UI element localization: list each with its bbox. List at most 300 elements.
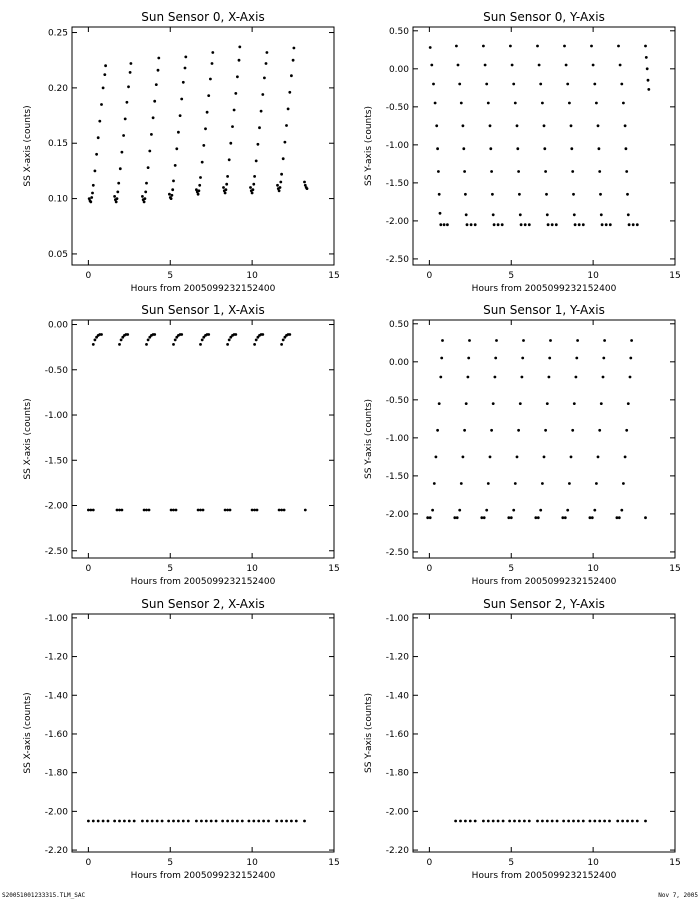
data-point [644, 516, 647, 519]
data-point [603, 820, 606, 823]
data-point [439, 223, 442, 226]
data-point [89, 201, 92, 204]
y-axis-label: SS X-axis (counts) [23, 398, 33, 480]
data-point [249, 186, 252, 189]
data-point [647, 88, 650, 91]
data-point [495, 339, 498, 342]
data-point [563, 45, 566, 48]
y-tick-label: -1.60 [44, 729, 68, 740]
data-point [248, 820, 251, 823]
data-point [94, 170, 97, 173]
x-tick-label: 0 [85, 564, 92, 574]
data-point [466, 223, 469, 226]
data-point [155, 83, 158, 86]
data-point [577, 820, 580, 823]
data-point [485, 509, 488, 512]
data-point [304, 509, 307, 512]
data-point [598, 820, 601, 823]
data-point [544, 429, 547, 432]
data-point [570, 147, 573, 150]
data-point [197, 193, 200, 196]
data-point [207, 333, 210, 336]
data-point [226, 509, 229, 512]
data-point [121, 509, 124, 512]
data-point [116, 509, 119, 512]
data-point [436, 429, 439, 432]
y-tick-label: -2.00 [385, 216, 409, 227]
data-point [179, 114, 182, 117]
data-point [251, 509, 254, 512]
data-point [141, 195, 144, 198]
data-point [528, 820, 531, 823]
data-point [293, 47, 296, 50]
data-point [628, 223, 631, 226]
data-point [90, 196, 93, 199]
data-point [89, 509, 92, 512]
data-point [438, 402, 441, 405]
data-point [597, 124, 600, 127]
data-point [616, 820, 619, 823]
y-tick-label: 0.10 [47, 194, 68, 205]
data-point [512, 83, 515, 86]
data-point [429, 516, 432, 519]
chart-panel-4 [23, 597, 340, 881]
data-point [226, 175, 229, 178]
data-point [263, 77, 266, 80]
y-tick-label: -1.00 [385, 613, 409, 624]
data-point [222, 186, 225, 189]
data-point [622, 102, 625, 105]
data-point [507, 516, 510, 519]
data-point [598, 429, 601, 432]
y-axis-label: SS X-axis (counts) [23, 692, 33, 774]
data-point [303, 820, 306, 823]
y-tick-label: -2.00 [385, 509, 409, 520]
data-point [632, 223, 635, 226]
data-point [180, 98, 183, 101]
data-point [118, 343, 121, 346]
plot-frame [72, 614, 334, 852]
data-point [236, 75, 239, 78]
data-point [454, 820, 457, 823]
data-point [195, 820, 198, 823]
data-point [453, 516, 456, 519]
x-tick-label: 5 [508, 564, 515, 574]
x-tick-label: 10 [246, 858, 258, 868]
data-point [443, 223, 446, 226]
data-point [492, 820, 495, 823]
x-axis-label: Hours from 2005099232152400 [471, 284, 617, 294]
data-point [122, 134, 125, 137]
data-point [266, 51, 269, 54]
data-point [256, 509, 259, 512]
data-point [489, 124, 492, 127]
plot-frame [72, 320, 334, 558]
y-tick-label: -1.20 [44, 652, 68, 663]
data-point [621, 820, 624, 823]
data-point [91, 192, 94, 195]
data-point [600, 402, 603, 405]
data-point [146, 820, 149, 823]
x-axis-label: Hours from 2005099232152400 [130, 577, 276, 587]
chart-title: Sun Sensor 1, X-Axis [141, 303, 265, 317]
data-point [182, 820, 185, 823]
data-point [282, 157, 285, 160]
data-point [231, 125, 234, 128]
data-point [593, 83, 596, 86]
data-point [518, 193, 521, 196]
data-point [516, 456, 519, 459]
data-point [265, 62, 268, 65]
data-point [145, 182, 148, 185]
data-point [483, 516, 486, 519]
data-point [261, 333, 264, 336]
data-point [546, 402, 549, 405]
y-tick-label: 0.00 [388, 64, 409, 75]
data-point [288, 333, 291, 336]
data-point [521, 376, 524, 379]
data-point [199, 343, 202, 346]
data-point [228, 339, 231, 342]
data-point [494, 376, 497, 379]
x-tick-label: 0 [85, 858, 92, 868]
data-point [168, 193, 171, 196]
data-point [484, 64, 487, 67]
y-tick-label: -2.00 [44, 501, 68, 512]
data-point [573, 213, 576, 216]
data-point [598, 170, 601, 173]
data-point [597, 456, 600, 459]
data-point [241, 820, 244, 823]
y-tick-label: -1.80 [385, 768, 409, 779]
data-point [589, 516, 592, 519]
data-point [595, 102, 598, 105]
data-point [233, 109, 236, 112]
data-point [605, 223, 608, 226]
data-point [565, 64, 568, 67]
data-point [202, 509, 205, 512]
data-point [589, 820, 592, 823]
data-point [432, 83, 435, 86]
data-point [226, 343, 229, 346]
data-point [608, 820, 611, 823]
data-point [566, 509, 569, 512]
y-tick-label: 0.05 [47, 249, 68, 260]
data-point [595, 482, 598, 485]
data-point [144, 191, 147, 194]
data-point [290, 74, 293, 77]
data-point [462, 147, 465, 150]
data-point [510, 516, 513, 519]
data-point [285, 820, 288, 823]
data-point [543, 456, 546, 459]
data-point [573, 402, 576, 405]
data-point [141, 820, 144, 823]
data-point [528, 223, 531, 226]
data-point [202, 144, 205, 147]
data-point [156, 820, 159, 823]
data-point [494, 357, 497, 360]
data-point [92, 343, 95, 346]
data-point [206, 111, 209, 114]
data-point [547, 223, 550, 226]
data-point [582, 820, 585, 823]
data-point [541, 820, 544, 823]
data-point [251, 192, 254, 195]
data-point [200, 820, 203, 823]
data-point [514, 102, 517, 105]
x-tick-label: 5 [508, 858, 515, 868]
data-points [87, 820, 306, 823]
data-point [575, 357, 578, 360]
data-point [119, 167, 122, 170]
data-point [161, 820, 164, 823]
y-tick-label: -2.50 [385, 254, 409, 265]
data-point [113, 820, 116, 823]
data-point [429, 46, 432, 49]
x-tick-label: 15 [328, 564, 340, 574]
data-point [275, 820, 278, 823]
data-point [624, 456, 627, 459]
data-point [147, 166, 150, 169]
data-point [516, 124, 519, 127]
data-point [501, 223, 504, 226]
data-point [556, 820, 559, 823]
data-point [283, 509, 286, 512]
y-tick-label: -1.20 [385, 652, 409, 663]
data-point [224, 192, 227, 195]
x-tick-label: 5 [508, 271, 515, 281]
data-point [210, 820, 213, 823]
data-point [201, 161, 204, 164]
chart-panel-5 [364, 597, 681, 881]
data-point [631, 820, 634, 823]
data-point [537, 516, 540, 519]
data-point [458, 509, 461, 512]
data-point [514, 482, 517, 485]
data-point [523, 820, 526, 823]
data-point [485, 83, 488, 86]
data-point [446, 223, 449, 226]
data-point [490, 170, 493, 173]
data-point [625, 429, 628, 432]
data-point [538, 64, 541, 67]
data-point [127, 85, 130, 88]
data-point [284, 141, 287, 144]
data-point [177, 131, 180, 134]
data-point [121, 151, 124, 154]
data-point [238, 59, 241, 62]
data-point [229, 142, 232, 145]
data-point [603, 339, 606, 342]
x-tick-label: 10 [246, 564, 258, 574]
data-point [489, 456, 492, 459]
data-point [171, 194, 174, 197]
data-point [491, 193, 494, 196]
x-tick-label: 15 [669, 564, 681, 574]
data-point [287, 108, 290, 111]
chart-panel-3 [364, 303, 681, 587]
x-tick-label: 5 [167, 858, 174, 868]
data-point [566, 83, 569, 86]
data-point [625, 170, 628, 173]
data-point [175, 509, 178, 512]
data-point [572, 820, 575, 823]
data-point [150, 133, 153, 136]
plot-frame [413, 614, 675, 852]
data-point [238, 46, 241, 49]
data-point [288, 91, 291, 94]
data-point [546, 213, 549, 216]
data-point [455, 45, 458, 48]
data-point [87, 820, 90, 823]
data-point [280, 509, 283, 512]
data-point [572, 193, 575, 196]
data-point [497, 820, 500, 823]
data-point [438, 193, 441, 196]
data-point [508, 820, 511, 823]
data-point [519, 402, 522, 405]
data-point [571, 429, 574, 432]
data-point [113, 195, 116, 198]
data-point [644, 45, 647, 48]
data-point [519, 213, 522, 216]
data-point [490, 429, 493, 432]
data-point [205, 820, 208, 823]
data-point [104, 64, 107, 67]
data-point [157, 69, 160, 72]
data-point [221, 820, 224, 823]
x-tick-label: 0 [426, 271, 433, 281]
y-tick-label: -1.00 [385, 140, 409, 151]
data-point [226, 820, 229, 823]
data-point [278, 509, 281, 512]
data-point [627, 402, 630, 405]
y-tick-label: -1.50 [385, 471, 409, 482]
data-point [463, 170, 466, 173]
data-point [262, 820, 265, 823]
data-point [184, 67, 187, 70]
data-point [465, 213, 468, 216]
data-point [115, 201, 118, 204]
data-point [593, 509, 596, 512]
x-axis-label: Hours from 2005099232152400 [130, 284, 276, 294]
y-tick-label: -1.00 [44, 411, 68, 422]
data-point [92, 820, 95, 823]
data-point [167, 820, 170, 823]
x-tick-label: 10 [246, 271, 258, 281]
data-point [280, 820, 283, 823]
data-point [260, 110, 263, 113]
data-point [253, 343, 256, 346]
data-point [211, 62, 214, 65]
y-tick-label: -1.60 [385, 729, 409, 740]
data-point [487, 102, 490, 105]
data-point [184, 56, 187, 59]
data-point [172, 820, 175, 823]
y-tick-label: -1.00 [385, 433, 409, 444]
chart-panel-2 [23, 303, 340, 587]
data-points [87, 333, 307, 511]
data-point [497, 223, 500, 226]
data-point [536, 820, 539, 823]
data-point [187, 820, 190, 823]
data-point [480, 516, 483, 519]
data-point [199, 176, 202, 179]
data-point [598, 147, 601, 150]
chart-title: Sun Sensor 2, Y-Axis [483, 597, 605, 611]
data-point [463, 429, 466, 432]
data-point [489, 147, 492, 150]
data-point [630, 339, 633, 342]
data-point [464, 820, 467, 823]
y-axis-label: SS Y-axis (counts) [364, 106, 374, 186]
data-point [261, 93, 264, 96]
data-point [571, 170, 574, 173]
y-tick-label: -1.50 [385, 178, 409, 189]
y-tick-label: -2.00 [385, 807, 409, 818]
data-point [457, 64, 460, 67]
data-point [290, 820, 293, 823]
x-tick-label: 5 [167, 271, 174, 281]
data-points [88, 46, 309, 204]
data-point [198, 184, 201, 187]
data-point [562, 820, 565, 823]
data-point [629, 357, 632, 360]
data-point [253, 175, 256, 178]
y-tick-label: -0.50 [385, 102, 409, 113]
data-point [152, 116, 155, 119]
data-point [546, 820, 549, 823]
data-point [116, 197, 119, 200]
y-axis-label: SS Y-axis (counts) [364, 399, 374, 479]
data-point [462, 456, 465, 459]
data-point [521, 357, 524, 360]
y-tick-label: -2.20 [44, 846, 68, 857]
data-point [175, 147, 178, 150]
data-point [609, 223, 612, 226]
data-point [252, 183, 255, 186]
y-tick-label: -1.40 [44, 691, 68, 702]
data-point [492, 402, 495, 405]
data-point [182, 81, 185, 84]
data-point [278, 189, 281, 192]
data-point [627, 213, 630, 216]
data-point [97, 820, 100, 823]
data-point [129, 71, 132, 74]
data-point [197, 509, 200, 512]
data-point [282, 339, 285, 342]
data-point [170, 197, 173, 200]
data-point [487, 820, 490, 823]
data-point [153, 333, 156, 336]
data-point [172, 343, 175, 346]
data-point [279, 186, 282, 189]
data-point [177, 820, 180, 823]
data-point [201, 339, 204, 342]
data-points [426, 339, 647, 519]
data-point [98, 120, 101, 123]
data-point [492, 213, 495, 216]
data-point [92, 184, 95, 187]
data-point [602, 357, 605, 360]
data-point [143, 201, 146, 204]
data-point [172, 180, 175, 183]
footer-date-label: Nov 7, 2005 [658, 892, 698, 899]
data-point [470, 223, 473, 226]
data-point [215, 820, 218, 823]
data-point [625, 147, 628, 150]
